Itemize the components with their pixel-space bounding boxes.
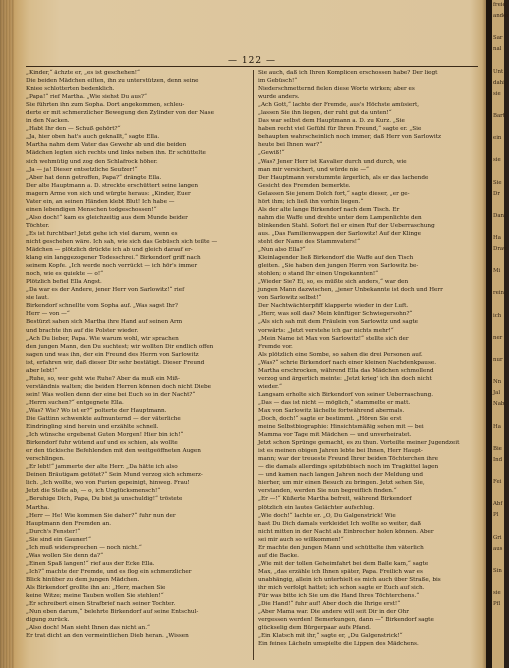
text-line: „Er —!“ Küßerte Martha befreit, während Birkendorf xyxy=(258,496,412,503)
text-line: den jungen Mann, den Du suchtest; wir wollten Dir endlich offen xyxy=(26,343,214,350)
text-line: „Herr — He! Wie kommen Sie daher?“ fuhr nun der xyxy=(26,512,176,519)
text-line: noch, wie es quiekte — o!“ xyxy=(26,271,104,278)
text-line: Bestürzt sahen sich Martha ihre Hand auf seinen Arm xyxy=(26,319,183,326)
next-page-word: Pl xyxy=(493,512,499,519)
text-line: Niederschmetternd fielen diese Worte wirken; aber es xyxy=(258,86,415,93)
text-line: ist, erfahren wir, daß dieser Dir sehr bestätigt. Dieser Freund xyxy=(26,359,205,366)
next-page-word xyxy=(492,255,504,266)
next-page-word: Ha xyxy=(493,423,501,430)
text-line: verschlingen. xyxy=(26,456,65,463)
next-page-word xyxy=(492,300,504,311)
text-line: „Ich wünsche ergebenst Guten Morgen! Hier bin ich!“ xyxy=(26,432,184,439)
text-line: — und kamen nach langen Jahren noch der Meldung und xyxy=(258,472,423,479)
text-line: sich wehmütig und zog den Schlafrock höher. xyxy=(26,158,158,165)
text-line: Kniee schlotterten bedenklich. xyxy=(26,86,115,93)
text-line: Deinen Bräutigam getötet?“ Sein Mund verzog sich schmerz- xyxy=(26,472,203,479)
text-line: vergessen werden! Bemerkungen, dann —“ Birkendorf sagte xyxy=(258,617,434,624)
text-line: „Wieder Sie? Ei, so, es müßte sich anders,“ war den xyxy=(258,279,409,286)
text-line: „Was?“ schrie Birkendorf nach einer kleinen Nachdenkpause. xyxy=(258,359,437,366)
page-number: — 122 — xyxy=(228,56,276,66)
text-line: jungen Mann dazwischen, „jener Unbekannte ist doch und Herr xyxy=(258,287,443,294)
text-line: plötzlich ein lautes Gelächter aufschlug. xyxy=(258,504,375,511)
text-line: Birkendorf schnellte vom Sopha auf. „Was sagst Ihr? xyxy=(26,303,178,310)
next-page-word: Fei xyxy=(493,479,502,486)
text-line: „Einen Spaß langen!“ rief aus der Ecke Ella. xyxy=(26,560,155,567)
text-line: Der alte Hauptmann a. D. streckte erschüttert seine langen xyxy=(26,182,199,189)
text-line: Als der alte lange Birkendorf nach dem Tisch. Er xyxy=(258,206,400,213)
next-page-word xyxy=(492,466,504,477)
next-page-word xyxy=(492,488,504,499)
text-line: „Ach Gott,“ lachte der Fremde, aus's Höchste amüsiert, xyxy=(258,102,420,109)
text-line: haben recht viel Gefühl für Ihren Freund,“ sagte er. „Sie xyxy=(258,126,422,133)
next-page-word: sie xyxy=(493,90,501,97)
text-line: von Sarlowitz selbst!“ xyxy=(258,295,322,302)
next-page-word xyxy=(492,555,504,566)
text-line: Hauptmann den Fremden an. xyxy=(26,520,112,527)
text-line: Die Gattinn schwenkte aufmunternd — der väterliche xyxy=(26,416,181,423)
text-line: „Aber Mama war. Die andere will seit Dir in der Ohr xyxy=(258,609,409,616)
next-page-word xyxy=(492,577,504,588)
text-line: aus. „Das Familienwappen der Sarlowitz! Auf der Klinge xyxy=(258,230,422,237)
text-line: „Sie sind ein Gauner!“ xyxy=(26,536,91,543)
text-line: Der Hauptmann verstummte ärgerlich, als er das lachende xyxy=(258,174,429,181)
next-page-word: Dr xyxy=(493,190,500,197)
next-page-word: Mi xyxy=(493,268,501,275)
next-page-word: Unt xyxy=(493,68,504,75)
text-line: Fremde vor. xyxy=(258,343,293,350)
text-line: „Was wollen Sie denn da?“ xyxy=(26,552,103,559)
next-page-word xyxy=(492,200,504,211)
text-line: „Also doch!“ kam es gleichzeitig aus dem Munde beider xyxy=(26,214,188,221)
text-line: auf die Backe. xyxy=(258,552,299,559)
text-line: Mädchen — plötzlich drückte ich ab und gleich darauf er- xyxy=(26,247,193,254)
next-page-word: Sin xyxy=(493,567,502,574)
next-page-word xyxy=(492,521,504,532)
text-line: im Gebüsch!“ xyxy=(258,78,298,85)
next-page-fragment xyxy=(492,0,509,668)
text-line: Jetzt schon Sprünge gemacht, es zu thun. Vorteilte meiner Jugendzeit xyxy=(258,440,460,447)
text-line: wurde anders. xyxy=(258,94,300,101)
text-line: Er trat dicht an den vermeintlichen Dieb heran. „Wissen xyxy=(26,633,189,640)
text-line: ist es meinen obigen Jahren lebte bei Ihnen, Herr Haupt- xyxy=(258,448,423,455)
text-line: „Da war es der Andere, jener Herr von Sarlowitz!“ rief xyxy=(26,287,185,294)
text-line: „Nun eben darum,“ belehrte Birkendorf auf seine Entschul- xyxy=(26,609,199,616)
next-page-word: ner xyxy=(493,334,503,341)
text-line: „Was? Wie? Wo ist er?“ polterte der Hauptmann. xyxy=(26,407,167,414)
text-line: Vater ein, an seinen Händen klebt Blut! Ich habe — xyxy=(26,198,175,205)
next-page-word xyxy=(492,55,504,66)
text-line: Max, „das erzähle ich Ihnen später, Papa. Freilich war es xyxy=(258,568,423,575)
text-line: „Doch, doch!“ sagte er bestimmt. „Hören Sie erst xyxy=(258,416,402,423)
next-page-word: rein xyxy=(493,290,504,297)
text-line: mann; war der treueste Freund Ihrer beiden Töchterchen ihre xyxy=(258,456,439,463)
text-line: Mädchen legten sich rechts und links neben ihn. Er schüttelte xyxy=(26,150,206,157)
next-page-word xyxy=(492,410,504,421)
text-line: aber lebt!“ xyxy=(26,367,58,374)
next-page-word xyxy=(492,222,504,233)
next-page-word: Drau xyxy=(493,246,507,253)
text-line: einen lebendigen Menschen todgeschossen!“ xyxy=(26,206,157,213)
text-line: „Ruhe, so, wer geht wie Ruhe? Aber da muß ein Miß- xyxy=(26,375,180,382)
next-page-word: ander xyxy=(493,13,509,20)
text-line: unabhängig, allein ich unterhielt es mich auch über Straße, bis xyxy=(258,576,441,583)
next-page-word xyxy=(492,433,504,444)
text-line: sie laut. xyxy=(26,295,49,302)
text-line: „Mein Name ist Max von Sarlowitz!“ stellte sich der xyxy=(258,335,409,342)
text-line: vorwärts: „Jetzt verstehe ich gar nichts mehr!“ xyxy=(258,327,394,334)
text-line: ihr mich verfolgt hattet; ich schon sagte er Euch auf sich. xyxy=(258,585,425,591)
page-stack-edge xyxy=(0,0,14,668)
next-page-word xyxy=(492,122,504,133)
text-line: „Es ist furchtbar! Jetzt gehe ich viel darum, wenn es xyxy=(26,230,178,237)
text-line: verstanden, werden Sie nun begreiflich finden.“ xyxy=(258,488,397,495)
text-line: Birkendorf fuhr wütend auf und es schien, als wollte xyxy=(26,440,178,447)
text-line: „Aber hat denn getroffen, Papa?“ drängte Ella. xyxy=(26,174,162,181)
text-line: Gesicht des Fremden bemerkte. xyxy=(258,182,351,189)
text-line: und brachte ihn auf die Polster wieder. xyxy=(26,327,139,334)
text-line: Das war selbst dem Hauptmann a. D. zu Kurz. „Sie xyxy=(258,118,405,125)
next-page-word xyxy=(492,366,504,377)
text-line: Mamma vor Tage mit Mädchen — und unverheiratet. xyxy=(258,432,412,439)
text-line: stohlen; o stand Ihr einen Ungekannten!“ xyxy=(258,271,379,278)
text-line: derte er mit schmerzlicher Bewegung den Zylinder von der Nase xyxy=(26,110,214,117)
next-page-word: Sar xyxy=(493,35,503,42)
text-line: „Also doch! Man sieht Ihnen das nicht an.“ xyxy=(26,625,150,632)
text-line: „Kinder,“ ächzte er, „es ist geschehen!“ xyxy=(26,70,140,76)
next-page-word: Abf xyxy=(493,501,503,508)
next-page-word xyxy=(492,277,504,288)
text-line: Als plötzlich eine Sombe, so sahen die drei Personen auf. xyxy=(258,351,423,358)
text-line: Als Birkendorf grollte ihn an: „Herr, machen Sie xyxy=(26,585,166,591)
text-line: keine Witze; meine Tauben wollen Sie stehlen!“ xyxy=(26,593,164,600)
text-line: „Herr, was soll das? Mein künftiger Schwiegersohn?“ xyxy=(258,311,413,318)
text-line: in den Nacken. xyxy=(26,118,70,125)
text-line: „Ach Du lieber, Papa. Wie warum wohl, wir sprachen xyxy=(26,335,179,342)
text-line: „lassen Sie ihn liegen, der ruht gut da unten!“ xyxy=(258,110,392,117)
text-line: „Herrn suchen?“ entgegnete Ella. xyxy=(26,399,124,406)
text-line: „Was? Jener Herr ist Kavalier durch und durch, wie xyxy=(258,158,407,165)
text-line: verständnis walten; die beiden Herren können doch nicht Diebe xyxy=(26,383,211,390)
text-line: „Er lebt!“ jammerte der alte Herr. „Da hätte ich also xyxy=(26,464,178,471)
text-line: Eindringling sind herein und erzählte schnell. xyxy=(26,424,159,431)
text-line: Töchter. xyxy=(26,222,50,229)
next-page-word: ein xyxy=(493,135,502,142)
text-line: verzog und ärgerlich meinte: „Jetzt krieg' ich ihn doch nicht xyxy=(258,375,432,382)
next-page-word: freie xyxy=(493,2,506,8)
next-page-word: ich xyxy=(493,312,502,319)
text-line: lich. „Ich wollte, wo von Furien gepeinigt, hinweg. Frau! xyxy=(26,480,190,487)
text-line: nahm die Waffe und drehte unter dem Lampenlichte den xyxy=(258,214,422,221)
text-line: Martha erschrocken, während Ella das Mädchen schmollend xyxy=(258,367,434,374)
text-line: Herr — von —“ xyxy=(26,311,70,318)
column-divider xyxy=(253,70,254,660)
next-page-word: Bie xyxy=(493,445,502,452)
text-line: Sie führten ihn zum Sopha. Dort angekommen, schleu- xyxy=(26,102,185,109)
text-line: Max von Sarlowitz lächelte fortwährend abermals. xyxy=(258,407,405,414)
next-page-word: nal xyxy=(493,46,502,53)
text-line: Ein feines Lächeln umspielte die Lippen des Mädchens. xyxy=(258,641,419,648)
text-line: „Ja, hier oben hat's auch geknallt,“ sagte Ella. xyxy=(26,134,160,141)
text-line: er den tückische Befehlenden mit den weitgeöffneten Augen xyxy=(26,448,201,455)
text-line: — die damals allerdings spitzbübisch noch im Tragkittel lagen xyxy=(258,464,439,471)
text-line: „Er schreibert einen Strafbrief nach seiner Tochter. xyxy=(26,601,176,608)
text-line: nicht mitten in der Nacht als Einbrecher holen können. Aber xyxy=(258,528,434,535)
next-page-word xyxy=(492,166,504,177)
text-line: „Wie doch!“ lachte er. „O, Du Galgenstrick! Wie xyxy=(258,512,396,519)
text-line: hast Du Dich damals verkleidet Ich wollte so weiter, daß xyxy=(258,520,422,527)
text-line: Martha nahm dem Vater das Gewehr ab und die beiden xyxy=(26,142,187,149)
text-line: behaupten wahrscheinlich noch immer, daß Herr von Sarlowitz xyxy=(258,134,441,141)
next-page-word: Jal xyxy=(493,390,501,397)
text-line: Jetzt die Stelle ab, — o, ich Unglücksmensch!“ xyxy=(26,488,161,495)
text-line: steht der Name des Stammvaters!“ xyxy=(258,238,360,245)
text-line: „Ja — ja! Dieser entsetzliche Seufzer!“ xyxy=(26,166,138,173)
text-line: „Wie mit der tollen Geheimfahrt bei dem Balle kam,“ sagte xyxy=(258,560,429,567)
text-line: „Das — das ist nicht — möglich,“ stammelte er matt. xyxy=(258,399,411,406)
text-line: Die beiden Mädchen eilten, ihn zu unterstützen, denn seine xyxy=(26,78,199,85)
text-line: hierher, um mir einen Besuch zu bringen. Jetzt sehen Sie, xyxy=(258,480,425,487)
next-page-word: Bart xyxy=(493,112,505,119)
text-line: sagen und was ihn, der ein Freund des Herrn von Sarlowitz xyxy=(26,351,199,358)
text-line: Er machte den jungen Mann und schüttelte ihm väterlich xyxy=(258,544,424,551)
text-line: Martha. xyxy=(26,504,50,511)
text-line: „Habt Ihr den — Schuß gehört?“ xyxy=(26,126,121,133)
text-line: „Ich?“ machte der Fremde, und es flog ein schmerzlicher xyxy=(26,568,192,575)
header-rule xyxy=(26,66,478,67)
text-line: wieder.“ xyxy=(258,383,282,390)
text-line: „Ein Klatsch mit ihr,“ sagte er, „Du Galgenstrick!“ xyxy=(258,633,403,640)
text-line: Sie auch, daß ich Ihren Komplicen erschossen habe? Der liegt xyxy=(258,70,438,76)
next-page-word: dahi xyxy=(493,79,505,86)
next-page-word xyxy=(492,322,504,333)
text-line: „Gewiß!“ xyxy=(258,150,285,157)
text-line: digung zurück. xyxy=(26,617,70,624)
text-column-right xyxy=(258,69,480,664)
next-page-word xyxy=(492,100,504,111)
text-line: heute bei Ihnen war?“ xyxy=(258,142,323,149)
next-page-word: Nn xyxy=(493,379,502,386)
text-line: Für was bitte ich Sie um die Hand Ihres Töchterchens.“ xyxy=(258,593,420,600)
text-column-left xyxy=(26,69,248,664)
text-line: sein! Was wollen denn der eine bei Euch so in der Nacht?“ xyxy=(26,391,196,398)
text-line: hört ihm; ich ließ ihn vorhin liegen.“ xyxy=(258,198,364,205)
text-line: Plötzlich befiel Ella Angst. xyxy=(26,279,102,286)
text-line: nicht geschehen wäre. Ich sah, wie sich das Gebüsch sich teilte — xyxy=(26,238,218,245)
text-line: sei mir auch so willkommen!“ xyxy=(258,536,344,543)
next-page-word: Ha xyxy=(493,234,501,241)
next-page-word: sie xyxy=(493,589,501,596)
text-line: glückselig dem Bürgerpaar aufs Pfand. xyxy=(258,625,371,632)
next-page-word: aus xyxy=(493,545,503,552)
text-line: Langsam erholte sich Birkendorf von seiner Ueberraschung. xyxy=(258,391,434,398)
text-line: „Durch's Fenster!“ xyxy=(26,528,81,535)
next-page-word xyxy=(492,144,504,155)
text-line: Gelassen Sie jenem Dolch fort,“ sagte dieser, „er ge- xyxy=(258,190,410,197)
next-page-word: Sie xyxy=(493,179,502,186)
text-line: gleiten. „Sie haben den jungen Herrn von Sarlowitz be- xyxy=(258,263,419,270)
next-page-word: Pfl xyxy=(493,601,501,608)
text-line: Kleinlagender ließ Birkendorf die Waffe auf den Tisch xyxy=(258,255,414,262)
text-line: Der Nachtwächterpfiff klapperte wieder in der Luft. xyxy=(258,303,409,310)
next-page-word: Gri xyxy=(493,534,502,541)
text-line: „Papa!“ rief Martha. „Wie siehst Du aus?“ xyxy=(26,94,147,101)
text-line: blinkenden Stahl. Sofort fiel er einen Ruf der Ueberraschung xyxy=(258,222,435,229)
text-line: meine Selbstbiographie: Hinsichtsmäßig sehen mit — bei xyxy=(258,424,424,431)
next-page-word: nur xyxy=(493,357,503,363)
text-line: „Als sich sah mit dem Fräulein von Sarlowitz und sagte xyxy=(258,319,418,326)
text-line: „Die Hand!“ fuhr auf! Aber doch die Ihrige erst!“ xyxy=(258,601,401,608)
next-page-word: Dan xyxy=(493,212,505,219)
text-line: klang ein langgezogener Todesschrei.“ Birkendorf griff nach xyxy=(26,255,201,262)
text-line: seinem Kopfe. „Ich werde noch verrückt — ich hör's immer xyxy=(26,263,198,270)
next-page-word: Nab xyxy=(493,401,505,408)
text-line: man mir versichert, und würde nie —“ xyxy=(258,166,369,173)
text-line: „Beruhige Dich, Papa, Du bist ja unschuldig!“ tröstete xyxy=(26,496,183,503)
next-page-word xyxy=(492,22,504,33)
next-page-word: sie xyxy=(493,157,501,164)
text-line: „Nun also Ella?“ xyxy=(258,247,306,254)
text-line: Blick hinüber zu dem jungen Mädchen. xyxy=(26,576,140,583)
text-line: magern Arme von sich und würgte heraus: „Kinder, Euer xyxy=(26,190,191,197)
next-page-word: Ind xyxy=(493,456,503,463)
text-line: „Ich muß widersprechen — noch nicht.“ xyxy=(26,544,142,551)
next-page-word xyxy=(492,344,504,355)
